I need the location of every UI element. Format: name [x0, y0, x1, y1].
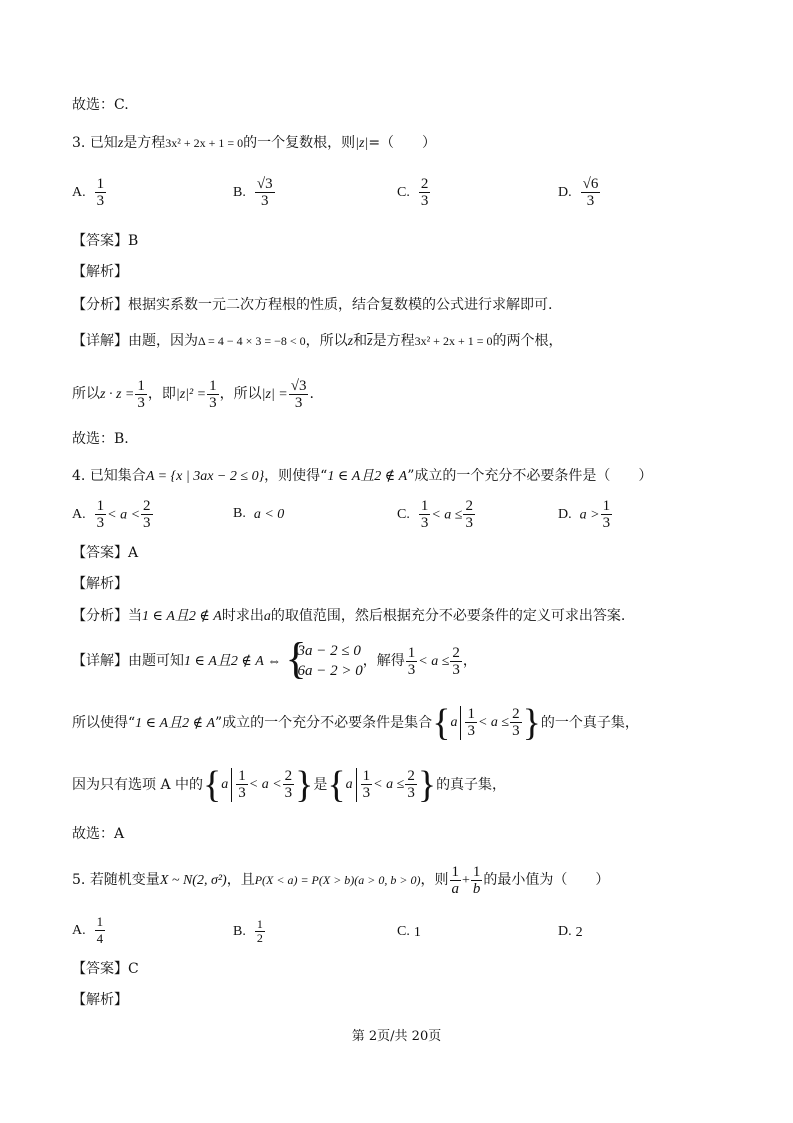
q3-answer: 【答案】B [72, 233, 139, 249]
inequality-system: { 3a − 2 ≤ 0 6a − 2 > 0 [285, 634, 363, 683]
q5-analysis-tag: 【解析】 [72, 992, 128, 1008]
q5-stem: 5. 若随机变量X ~ N(2, σ²)，且P(X < a) = P(X > b)(a > 0, b > 0)，则 $\frac{1}{a}$ + $\frac{1}{b}$ 的最小值为（ ） [72, 863, 610, 897]
q4-option-b: B. a < 0 [233, 506, 285, 522]
q4-option-c: C. $\frac{1}{3}$ < a ≤ $\frac{2}{3}$ [397, 498, 473, 531]
q2-conclusion: 故选：C. [72, 97, 129, 113]
q4-option-a: A. $\frac{1}{3}$ < a < $\frac{2}{3}$ [72, 498, 151, 531]
q3-analysis-tag: 【解析】 [72, 264, 128, 280]
q3-fenxi: 【分析】根据实系数一元二次方程根的性质，结合复数模的公式进行求解即可. [72, 297, 553, 313]
q3-option-c: C. $\frac{2}{3}$ [397, 176, 429, 209]
q3-option-b: B. $\frac{√3}{3}$ [233, 176, 273, 209]
q4-detail-line3: 因为只有选项 A 中的{a $\frac{1}{3}$ < a < $\frac{2}{3}$ }是{a $\frac{1}{3}$ < a ≤ $\frac{2}{3}$ }的真子集， [72, 763, 507, 806]
q4-detail: 【详解】由题可知1 ∈ A且2 ∉ A ⇔ { 3a − 2 ≤ 0 6a − 2 > 0 ，解得 $\frac{1}{3}$ < a ≤ $\frac{2}{3}$ ， [72, 634, 477, 683]
q5-option-a: A. $\frac{1}{4}$ [72, 914, 104, 946]
q3-option-a: A. $\frac{1}{3}$ [72, 176, 105, 209]
q5-option-d: D. 2 [558, 924, 583, 940]
q3-conclusion: 故选：B. [72, 431, 129, 447]
q3-detail-line2: 所以z · z = $\frac{1}{3}$ ，即|z|² = $\frac{1}{3}$ ，所以|z| = $\frac{√3}{3}$ . [72, 377, 314, 411]
q4-fenxi: 【分析】当1 ∈ A且2 ∉ A时求出a的取值范围，然后根据充分不必要条件的定义可求出答案. [72, 608, 626, 624]
page-footer: 第 2页/共 20页 [351, 1029, 442, 1044]
q4-answer: 【答案】A [72, 545, 139, 561]
q4-analysis-tag: 【解析】 [72, 576, 128, 592]
q5-option-c: C. 1 [397, 924, 421, 940]
q5-answer: 【答案】C [72, 961, 139, 977]
q4-conclusion: 故选：A [72, 826, 125, 842]
q5-option-b: B. $\frac{1}{2}$ [233, 917, 263, 945]
q4-detail-line2: 所以使得“1 ∈ A且2 ∉ A”成立的一个充分不必要条件是集合{a $\frac{1}{3}$ < a ≤ $\frac{2}{3}$ }的一个真子集， [72, 700, 639, 747]
q4-option-d: D. a > $\frac{1}{3}$ [558, 498, 611, 531]
q4-stem: 4. 已知集合A = {x | 3ax − 2 ≤ 0}，则使得“1 ∈ A且2 ∉ A”成立的一个充分不必要条件是（ ） [72, 468, 653, 484]
q3-option-d: D. $\frac{√6}{3}$ [558, 176, 599, 209]
set-notation: {a $\frac{1}{3}$ < a ≤ $\frac{2}{3}$ } [432, 701, 541, 744]
q3-detail: 【详解】由题，因为Δ = 4 − 4 × 3 = −8 < 0，所以z和$\overline{z}$是方程3x² + 2x + 1 = 0的两个根， [72, 333, 563, 349]
q3-stem: 3. 已知z是方程3x² + 2x + 1 = 0的一个复数根，则|z|=（ ） [72, 135, 437, 151]
